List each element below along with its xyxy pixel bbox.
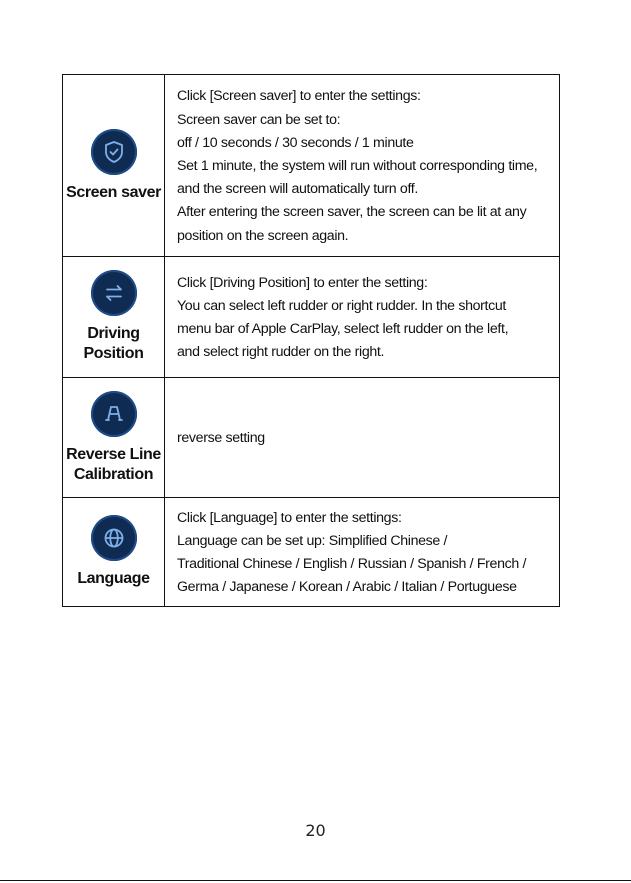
row-description: [165, 257, 559, 377]
table-row: [63, 256, 559, 377]
row-label-cell: [63, 498, 165, 606]
description-line: Click [Screen saver] to enter the settings:: [177, 88, 421, 105]
settings-table: [62, 74, 560, 607]
page-number: 20: [305, 821, 326, 840]
description-line: reverse setting: [177, 429, 265, 446]
row-label-cell: [63, 75, 165, 256]
description-line: You can select left rudder or right rudder. In the shortcut: [177, 297, 506, 314]
table-row: [63, 497, 559, 606]
description-line: position on the screen again.: [177, 227, 349, 244]
shield-check-icon: [91, 129, 137, 175]
description-line: Language can be set up: Simplified Chinese /: [177, 532, 448, 549]
row-label-cell: [63, 378, 165, 497]
row-label: Screen saver: [66, 183, 161, 201]
row-description: [165, 75, 559, 256]
description-line: and select right rudder on the right.: [177, 344, 385, 361]
row-label: Reverse Line Calibration: [66, 445, 161, 483]
swap-arrows-icon: [91, 270, 137, 316]
description-line: Screen saver can be set to:: [177, 111, 341, 128]
description-line: Germa / Japanese / Korean / Arabic / Italian / Portuguese: [177, 579, 517, 596]
description-line: Click [Language] to enter the settings:: [177, 509, 402, 526]
row-label: Driving Position: [83, 325, 144, 362]
row-label: Language: [77, 570, 150, 587]
description-line: Set 1 minute, the system will run without corresponding time,: [177, 157, 538, 174]
description-line: After entering the screen saver, the screen can be lit at any: [177, 204, 527, 221]
row-label-cell: [63, 257, 165, 377]
reverse-lines-icon: [91, 391, 137, 437]
table-row: [63, 75, 559, 256]
globe-icon: [91, 515, 137, 561]
row-description: [165, 498, 559, 606]
table-row: [63, 377, 559, 497]
description-line: off / 10 seconds / 30 seconds / 1 minute: [177, 134, 414, 151]
row-description: [165, 378, 559, 497]
bottom-divider: [0, 880, 631, 881]
description-line: menu bar of Apple CarPlay, select left rudder on the left,: [177, 321, 509, 337]
description-line: Traditional Chinese / English / Russian / Spanish / French /: [177, 556, 527, 572]
description-line: Click [Driving Position] to enter the setting:: [177, 274, 428, 291]
description-line: and the screen will automatically turn off.: [177, 181, 418, 198]
